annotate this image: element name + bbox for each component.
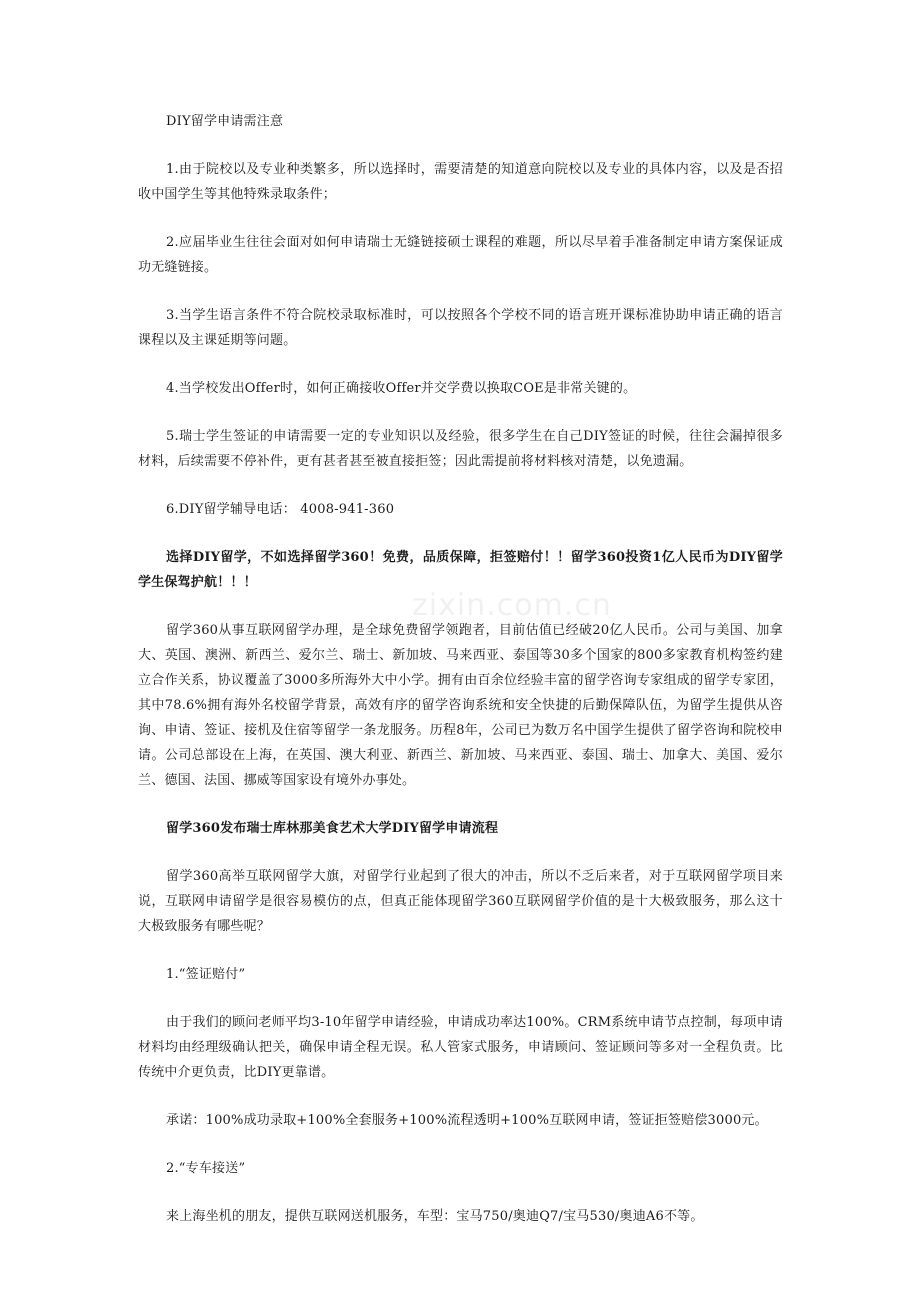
service-1-promise: 承诺：100%成功录取+100%全套服务+100%流程透明+100%互联网申请，签证拒签赔偿3000元。 — [166, 1113, 768, 1128]
service-2-body: 来上海坐机的朋友，提供互联网送机服务，车型：宝马750/奥迪Q7/宝马530/奥迪A6不等。 — [166, 1209, 704, 1224]
watermark: zixin.com.cn — [412, 588, 612, 623]
list-item: 6.DIY留学辅导电话： 4008-941-360 — [166, 502, 395, 517]
service-2-title: 2.“专车接送” — [166, 1161, 246, 1176]
list-item: 5.瑞士学生签证的申请需要一定的专业知识以及经验，很多学生在自己DIY签证的时候，往往会漏掉很多材料，后续需要不停补件，更有甚者甚至被直接拒签；因此需提前将材料核对清楚，以免遗漏。 — [138, 429, 783, 469]
list-item: 2.应届毕业生往往会面对如何申请瑞士无缝链接硕士课程的难题，所以尽早着手准备制定申请方案保证成功无缝链接。 — [138, 235, 783, 275]
document-heading: DIY留学申请需注意 — [166, 114, 284, 129]
promo-paragraph: 选择DIY留学，不如选择留学360！免费，品质保障，拒签赔付！！留学360投资1亿人民币为DIY留学学生保驾护航！！！ — [138, 550, 783, 590]
list-item: 1.由于院校以及专业种类繁多，所以选择时，需要清楚的知道意向院校以及专业的具体内容，以及是否招收中国学生等其他特殊录取条件； — [138, 162, 783, 202]
service-1-title: 1.“签证赔付” — [166, 967, 246, 982]
list-item: 4.当学校发出Offer时，如何正确接收Offer并交学费以换取COE是非常关键的。 — [166, 381, 637, 396]
section-intro-paragraph: 留学360高举互联网留学大旗，对留学行业起到了很大的冲击，所以不乏后来者，对于互联网留学项目来说，互联网申请留学是很容易模仿的点，但真正能体现留学360互联网留学价值的是十大极致服务，那么这十大极致服务有哪些呢？ — [138, 869, 783, 934]
document-content — [138, 109, 783, 1252]
list-item: 3.当学生语言条件不符合院校录取标准时，可以按照各个学校不同的语言班开课标准协助申请正确的语言课程以及主课延期等问题。 — [138, 308, 783, 348]
section-title: 留学360发布瑞士库林那美食艺术大学DIY留学申请流程 — [166, 821, 499, 836]
service-1-body: 由于我们的顾问老师平均3-10年留学申请经验，申请成功率达100%。CRM系统申请节点控制，每项申请材料均由经理级确认把关，确保申请全程无误。私人管家式服务，申请顾问、签证顾问等多对一全程负责。比传统中介更负责，比DIY更靠谱。 — [138, 1015, 783, 1080]
company-intro-paragraph: 留学360从事互联网留学办理，是全球免费留学领跑者，目前估值已经破20亿人民币。公司与美国、加拿大、英国、澳洲、新西兰、爱尔兰、瑞士、新加坡、马来西亚、泰国等30多个国家的800多家教育机构签约建立合作关系，协议覆盖了3000多所海外大中小学。拥有由百余位经验丰富的留学咨询专家组成的留学专家团，其中78.6%拥有海外名校留学背景，高效有序的留学咨询系统和安全快捷的后勤保障队伍，为留学生提供从咨询、申请、签证、接机及住宿等留学一条龙服务。历程8年，公司已为数万名中国学生提供了留学咨询和院校申请。公司总部设在上海，在英国、澳大利亚、新西兰、新加坡、马来西亚、泰国、瑞士、加拿大、美国、爱尔兰、德国、法国、挪威等国家设有境外办事处。 — [138, 623, 783, 788]
